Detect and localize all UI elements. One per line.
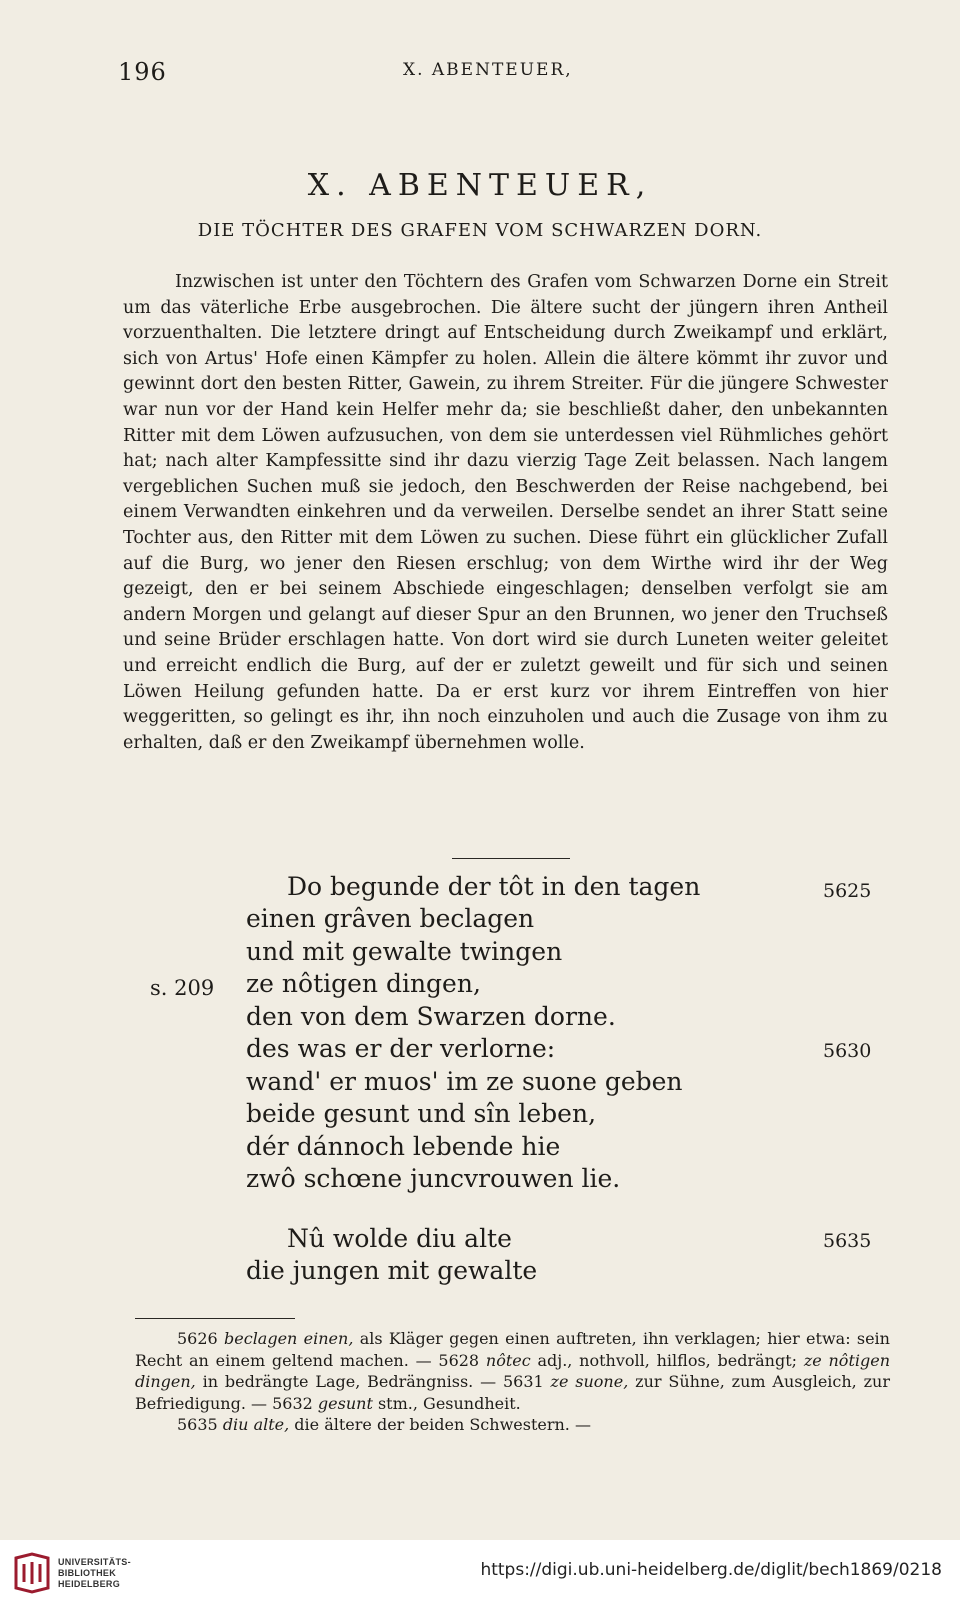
- line-number: 5635: [823, 1230, 872, 1252]
- footnote: 5635 diu alte, die ältere der beiden Schwestern. —: [177, 1415, 591, 1434]
- verse-line: Nû wolde diu alte: [287, 1224, 512, 1253]
- verse-line: beide gesunt und sîn leben,: [246, 1099, 597, 1128]
- verse-line: dér dánnoch lebende hie: [246, 1132, 561, 1161]
- chapter-summary: Inzwischen ist unter den Töchtern des Grafen vom Schwarzen Dorne ein Streit um das väterliche Erbe ausgebrochen. Die ältere sucht der jüngern ihren Antheil vorzuenthalten. Die letztere dringt auf Entscheidung durch Zweikampf und erklärt, sich von Artus' Hofe einen Kämpfer zu holen. Allein die ältere kömmt ihr zuvor und gewinnt dort den besten Ritter, Gawein, zu ihrem Streiter. Für die jüngere Schwester war nun vor der Hand kein Helfer mehr da; sie beschließt daher, den unbekannten Ritter mit dem Löwen aufzusuchen, von dem sie unterdessen viel Rühmliches gehört hat; nach alter Kampfessitte sind ihr dazu vierzig Tage Zeit belassen. Nach langem vergeblichen Suchen muß sie jedoch, den Beschwerden der Reise nachgebend, bei einem Verwandten einkehren und da verweilen. Derselbe sendet an ihrer Statt seine Tochter aus, den Ritter mit dem Löwen zu suchen. Diese führt ein glücklicher Zufall auf die Burg, wo jener den Riesen erschlug; von dem Wirthe wird ihr der Weg gezeigt, den er bei seinem Abschiede eingeschlagen; denselben verfolgt sie am andern Morgen und gelangt auf dieser Spur an den Brunnen, wo jener den Truchseß und seine Brüder erschlagen hatte. Von dort wird sie durch Luneten weiter geleitet und erreicht endlich die Burg, auf der er zuletzt geweilt und für sich und seinen Löwen Heilung gefunden hatte. Da er erst kurz vor ihrem Eintreffen von hier weggeritten, so gelingt es ihr, ihn noch einzuholen und auch die Zusage von ihm zu erhalten, daß er den Zweikampf übernehmen wolle.: [123, 272, 888, 753]
- footnote: 5626 beclagen einen, als Kläger gegen einen auftreten, ihn verklagen; hier etwa: sein Recht an einem geltend machen. — 5628 nôtec adj., nothvoll, hilflos, bedrängt; ze nôtigen dingen, in bedrängte Lage, Bedrängniss. — 5631 ze suone, zur Sühne, zum Ausgleich, zur Befriedigung. — 5632 gesunt stm., Gesundheit.: [135, 1329, 891, 1413]
- viewer-footer: [0, 1540, 960, 1607]
- verse-line: den von dem Swarzen dorne.: [246, 1002, 616, 1031]
- footnotes: [135, 1328, 890, 1436]
- line-number: 5630: [823, 1040, 872, 1062]
- running-title: X. ABENTEUER,: [403, 60, 573, 80]
- chapter-subtitle: DIE TÖCHTER DES GRAFEN VOM SCHWARZEN DORN.: [197, 220, 763, 241]
- chapter-title: X. ABENTEUER,: [307, 168, 653, 203]
- verse-line: die jungen mit gewalte: [246, 1256, 538, 1285]
- verse-line: einen grâven beclagen: [246, 904, 535, 933]
- footnote-divider: [135, 1318, 295, 1319]
- verse-line: und mit gewalte twingen: [246, 937, 563, 966]
- section-divider: [452, 858, 570, 859]
- permalink-url[interactable]: https://digi.ub.uni-heidelberg.de/diglit/bech1869/0218: [480, 1560, 942, 1580]
- page-number: 196: [118, 58, 167, 86]
- verse-line: ze nôtigen dingen,: [246, 969, 481, 998]
- verse-line: des was er der verlorne:: [246, 1034, 556, 1063]
- page-reference: s. 209: [150, 976, 215, 1000]
- line-number: 5625: [823, 880, 872, 902]
- verse-line: zwô schœne juncvrouwen lie.: [246, 1164, 621, 1193]
- library-name: UNIVERSITÄTS- BIBLIOTHEK HEIDELBERG: [58, 1557, 131, 1589]
- university-library-logo-icon: [12, 1552, 52, 1594]
- verse-line: wand' er muos' im ze suone geben: [246, 1067, 683, 1096]
- verse-line: Do begunde der tôt in den tagen: [287, 872, 701, 901]
